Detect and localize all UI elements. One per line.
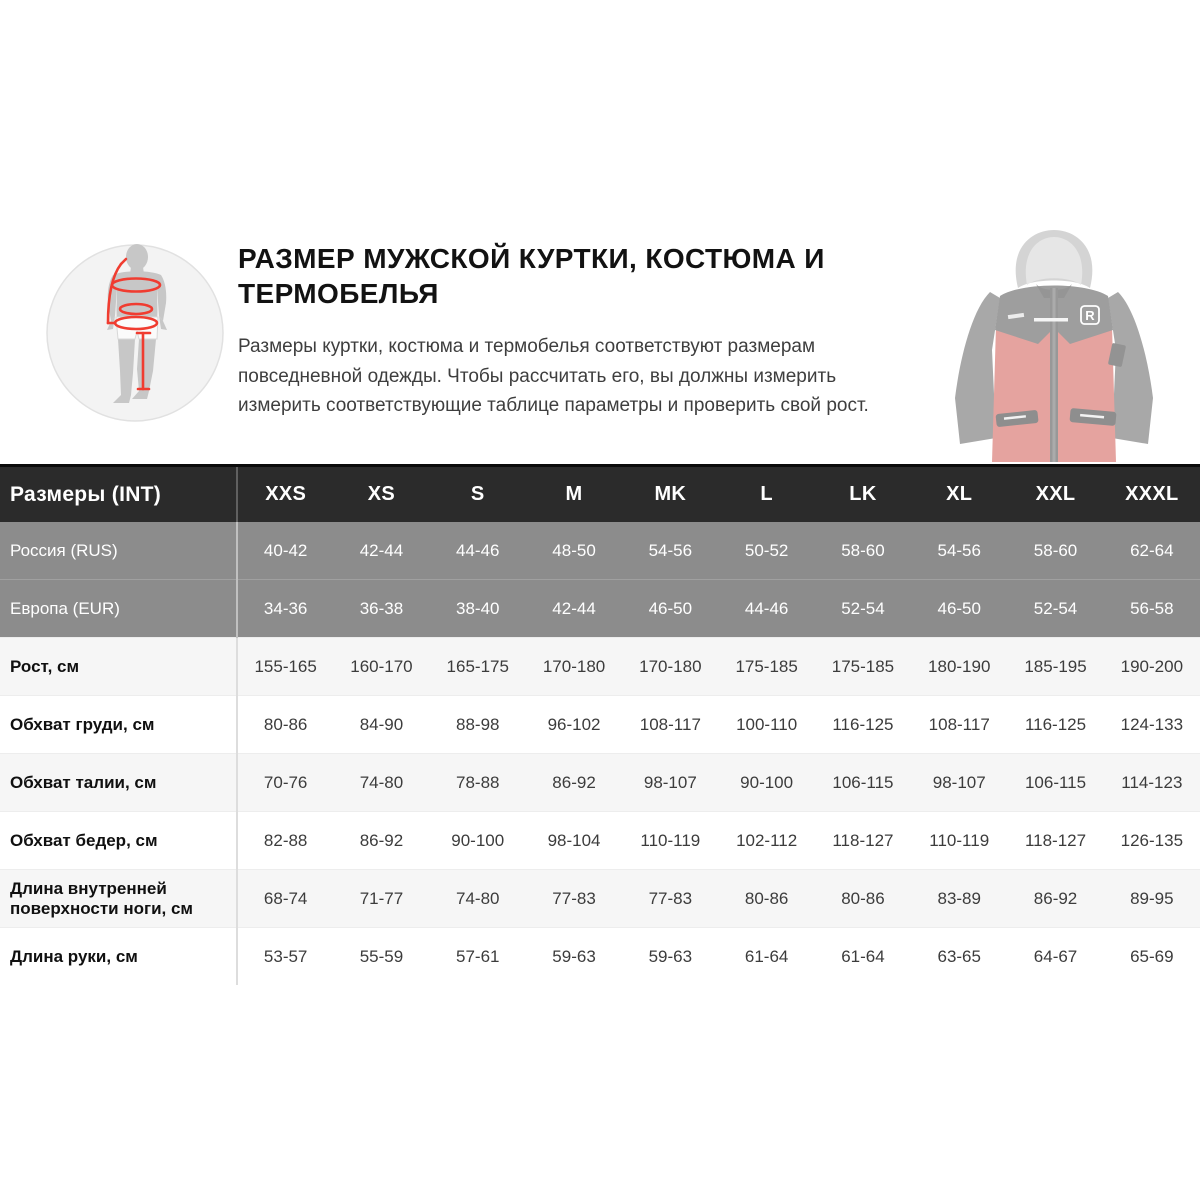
body-measurement-icon bbox=[45, 243, 225, 423]
size-cell: 53-57 bbox=[237, 928, 333, 986]
table-row bbox=[0, 696, 1200, 754]
row-label: Длина внутренней поверхности ноги, см bbox=[0, 870, 237, 928]
size-cell: 155-165 bbox=[237, 638, 333, 696]
size-column-header: XXXL bbox=[1104, 466, 1200, 523]
table-row bbox=[0, 928, 1200, 986]
size-cell: 44-46 bbox=[718, 580, 814, 638]
size-cell: 80-86 bbox=[718, 870, 814, 928]
size-cell: 175-185 bbox=[815, 638, 911, 696]
jacket-svg bbox=[950, 226, 1160, 467]
row-label: Обхват бедер, см bbox=[0, 812, 237, 870]
size-column-header: XXS bbox=[237, 466, 333, 523]
size-cell: 175-185 bbox=[718, 638, 814, 696]
size-cell: 170-180 bbox=[526, 638, 622, 696]
table-label-header: Размеры (INT) bbox=[0, 466, 237, 523]
size-column-header: MK bbox=[622, 466, 718, 523]
table-row bbox=[0, 522, 1200, 580]
size-cell: 170-180 bbox=[622, 638, 718, 696]
table-row bbox=[0, 754, 1200, 812]
size-cell: 110-119 bbox=[911, 812, 1007, 870]
size-cell: 44-46 bbox=[430, 522, 526, 580]
size-cell: 64-67 bbox=[1007, 928, 1103, 986]
size-cell: 96-102 bbox=[526, 696, 622, 754]
size-cell: 165-175 bbox=[430, 638, 526, 696]
row-label: Длина руки, см bbox=[0, 928, 237, 986]
size-cell: 83-89 bbox=[911, 870, 1007, 928]
size-cell: 46-50 bbox=[911, 580, 1007, 638]
hero-text-block bbox=[238, 241, 938, 421]
size-cell: 86-92 bbox=[526, 754, 622, 812]
size-cell: 80-86 bbox=[815, 870, 911, 928]
page-title: РАЗМЕР МУЖСКОЙ КУРТКИ, КОСТЮМА И ТЕРМОБЕЛЬЯ bbox=[238, 243, 825, 309]
size-cell: 116-125 bbox=[815, 696, 911, 754]
size-cell: 78-88 bbox=[430, 754, 526, 812]
size-column-header: S bbox=[430, 466, 526, 523]
size-cell: 98-107 bbox=[911, 754, 1007, 812]
size-cell: 65-69 bbox=[1104, 928, 1200, 986]
size-cell: 77-83 bbox=[526, 870, 622, 928]
row-label: Россия (RUS) bbox=[0, 522, 237, 580]
size-cell: 89-95 bbox=[1104, 870, 1200, 928]
svg-text:R: R bbox=[1085, 308, 1095, 323]
size-cell: 70-76 bbox=[237, 754, 333, 812]
size-cell: 160-170 bbox=[333, 638, 429, 696]
size-column-header: XL bbox=[911, 466, 1007, 523]
size-cell: 100-110 bbox=[718, 696, 814, 754]
size-table-body bbox=[0, 522, 1200, 985]
size-cell: 48-50 bbox=[526, 522, 622, 580]
table-row bbox=[0, 580, 1200, 638]
size-cell: 77-83 bbox=[622, 870, 718, 928]
row-label: Европа (EUR) bbox=[0, 580, 237, 638]
size-cell: 90-100 bbox=[430, 812, 526, 870]
hero-section bbox=[0, 0, 1200, 467]
size-cell: 34-36 bbox=[237, 580, 333, 638]
size-cell: 80-86 bbox=[237, 696, 333, 754]
jacket-product-image bbox=[950, 226, 1160, 467]
size-cell: 59-63 bbox=[622, 928, 718, 986]
size-cell: 114-123 bbox=[1104, 754, 1200, 812]
size-cell: 124-133 bbox=[1104, 696, 1200, 754]
size-cell: 52-54 bbox=[815, 580, 911, 638]
size-cell: 102-112 bbox=[718, 812, 814, 870]
size-table bbox=[0, 464, 1200, 985]
size-cell: 61-64 bbox=[815, 928, 911, 986]
size-cell: 118-127 bbox=[815, 812, 911, 870]
size-cell: 52-54 bbox=[1007, 580, 1103, 638]
size-cell: 86-92 bbox=[1007, 870, 1103, 928]
size-cell: 98-104 bbox=[526, 812, 622, 870]
page-description: Размеры куртки, костюма и термобелья соответствуют размерам повседневной одежды. Чтобы рассчитать его, вы должны измерить измерить соответствующие таблице параметры и проверить свой рост. bbox=[238, 336, 869, 416]
size-cell: 36-38 bbox=[333, 580, 429, 638]
size-cell: 108-117 bbox=[911, 696, 1007, 754]
size-cell: 74-80 bbox=[333, 754, 429, 812]
size-cell: 74-80 bbox=[430, 870, 526, 928]
size-cell: 82-88 bbox=[237, 812, 333, 870]
size-cell: 54-56 bbox=[911, 522, 1007, 580]
size-column-header: XXL bbox=[1007, 466, 1103, 523]
size-cell: 40-42 bbox=[237, 522, 333, 580]
size-cell: 110-119 bbox=[622, 812, 718, 870]
size-cell: 116-125 bbox=[1007, 696, 1103, 754]
table-row bbox=[0, 638, 1200, 696]
size-cell: 59-63 bbox=[526, 928, 622, 986]
size-cell: 118-127 bbox=[1007, 812, 1103, 870]
size-cell: 61-64 bbox=[718, 928, 814, 986]
size-cell: 42-44 bbox=[526, 580, 622, 638]
size-column-header: LK bbox=[815, 466, 911, 523]
size-cell: 54-56 bbox=[622, 522, 718, 580]
size-cell: 38-40 bbox=[430, 580, 526, 638]
size-cell: 108-117 bbox=[622, 696, 718, 754]
size-cell: 126-135 bbox=[1104, 812, 1200, 870]
size-cell: 56-58 bbox=[1104, 580, 1200, 638]
size-cell: 58-60 bbox=[1007, 522, 1103, 580]
table-row bbox=[0, 812, 1200, 870]
size-cell: 106-115 bbox=[1007, 754, 1103, 812]
size-cell: 57-61 bbox=[430, 928, 526, 986]
size-cell: 190-200 bbox=[1104, 638, 1200, 696]
size-cell: 185-195 bbox=[1007, 638, 1103, 696]
size-cell: 58-60 bbox=[815, 522, 911, 580]
size-column-header: L bbox=[718, 466, 814, 523]
size-cell: 50-52 bbox=[718, 522, 814, 580]
size-column-header: M bbox=[526, 466, 622, 523]
body-measurement-svg bbox=[45, 243, 225, 423]
size-cell: 42-44 bbox=[333, 522, 429, 580]
size-table-header-row bbox=[0, 466, 1200, 523]
row-label: Обхват груди, см bbox=[0, 696, 237, 754]
size-cell: 68-74 bbox=[237, 870, 333, 928]
size-cell: 86-92 bbox=[333, 812, 429, 870]
row-label: Рост, см bbox=[0, 638, 237, 696]
size-cell: 106-115 bbox=[815, 754, 911, 812]
size-cell: 46-50 bbox=[622, 580, 718, 638]
size-cell: 71-77 bbox=[333, 870, 429, 928]
row-label: Обхват талии, см bbox=[0, 754, 237, 812]
size-cell: 98-107 bbox=[622, 754, 718, 812]
size-cell: 180-190 bbox=[911, 638, 1007, 696]
size-column-header: XS bbox=[333, 466, 429, 523]
size-cell: 84-90 bbox=[333, 696, 429, 754]
table-row bbox=[0, 870, 1200, 928]
size-cell: 55-59 bbox=[333, 928, 429, 986]
size-cell: 63-65 bbox=[911, 928, 1007, 986]
size-cell: 88-98 bbox=[430, 696, 526, 754]
size-cell: 62-64 bbox=[1104, 522, 1200, 580]
size-cell: 90-100 bbox=[718, 754, 814, 812]
